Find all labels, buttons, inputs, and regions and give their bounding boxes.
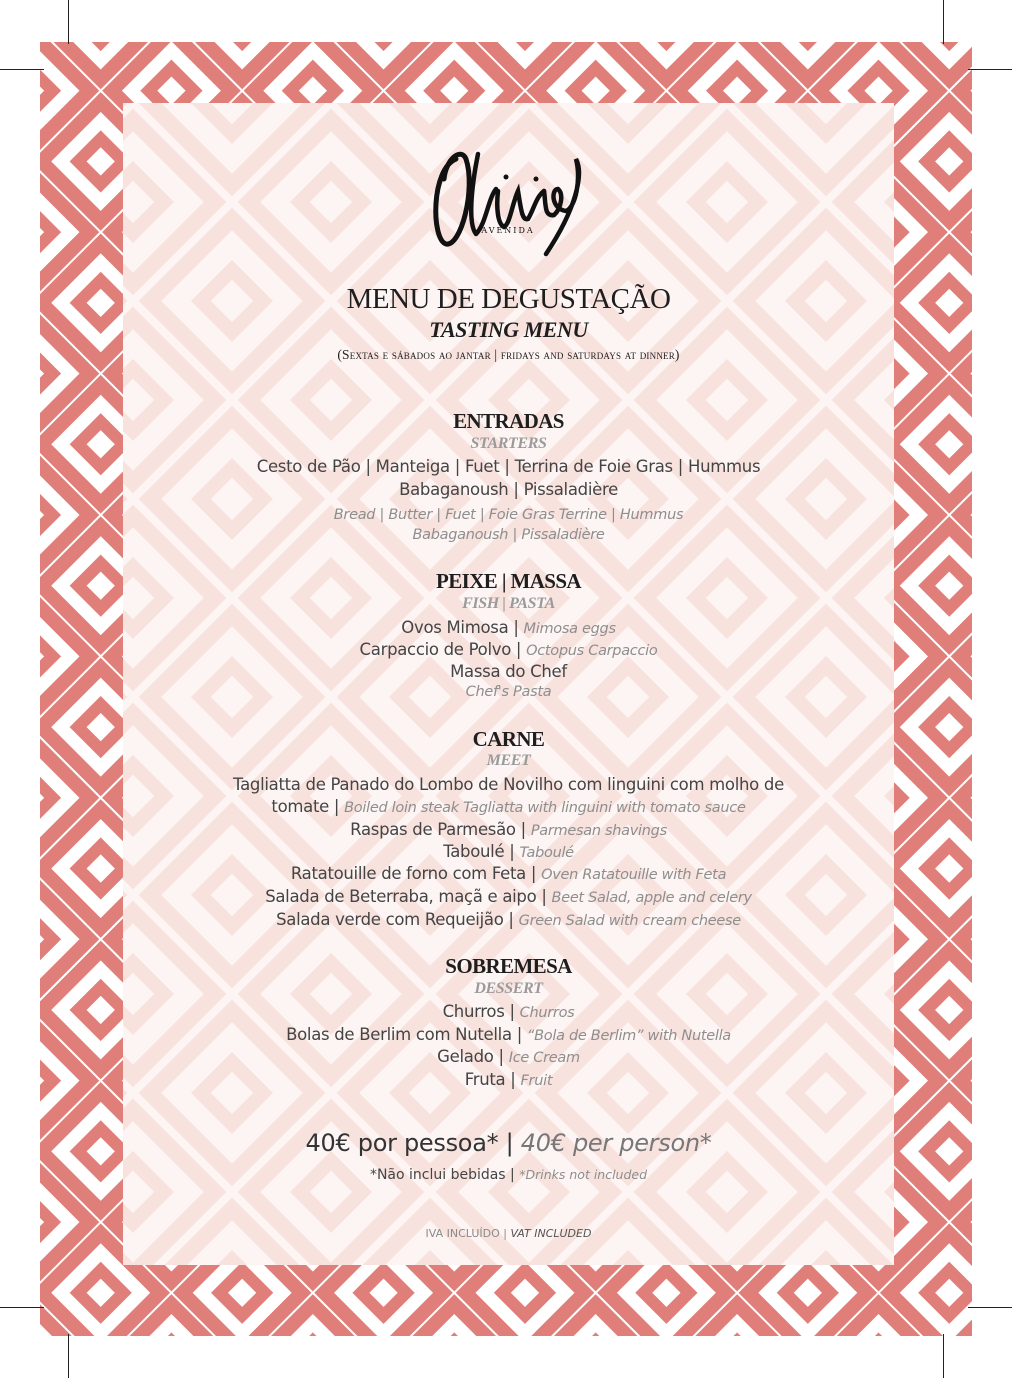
section-subheading-dessert: DESSERT xyxy=(474,980,543,997)
crop-mark xyxy=(68,0,69,44)
crop-mark xyxy=(68,1334,69,1378)
menu-panel xyxy=(123,103,894,1265)
crop-mark xyxy=(943,1334,944,1378)
menu-item: Raspas de Parmesão | Parmesan shavings xyxy=(350,820,667,839)
menu-item: Fruta | Fruit xyxy=(464,1070,553,1089)
section-heading-dessert: SOBREMESA xyxy=(445,954,572,978)
menu-item: Salada de Beterraba, maçã e aipo | Beet Salad, apple and celery xyxy=(265,887,752,906)
menu-item: Tagliatta de Panado do Lombo de Novilho com linguini com molho de xyxy=(233,775,784,794)
logo-wordmark: AVENIDA xyxy=(481,226,535,235)
menu-item: tomate | Boiled loin steak Tagliatta with linguini with tomato sauce xyxy=(271,797,746,816)
page-title: MENU DE DEGUSTAÇÃO xyxy=(346,283,671,315)
drinks-note: *Não inclui bebidas | *Drinks not included xyxy=(369,1167,648,1183)
crop-mark xyxy=(943,0,944,44)
menu-item: Bolas de Berlim com Nutella | “Bola de Berlim” with Nutella xyxy=(286,1025,731,1044)
starters-en-line: Bread | Butter | Fuet | Foie Gras Terrine | Hummus xyxy=(333,507,684,523)
menu-item: Churros | Churros xyxy=(442,1002,575,1021)
section-subheading-meat: MEET xyxy=(486,752,531,769)
page-note: (Sextas e sábados ao jantar | fridays and saturdays at dinner) xyxy=(337,347,680,362)
page-subtitle: TASTING MENU xyxy=(429,317,588,342)
section-heading-fish-pasta: PEIXE | MASSA xyxy=(435,569,581,593)
vat-note: IVA INCLUÍDO | VAT INCLUDED xyxy=(425,1227,592,1240)
menu-item: Massa do Chef xyxy=(450,662,567,681)
crop-mark xyxy=(0,69,44,70)
price-line: 40€ por pessoa* | 40€ per person* xyxy=(305,1129,712,1157)
crop-mark xyxy=(968,69,1012,70)
menu-item: Taboulé | Taboulé xyxy=(443,842,574,861)
menu-item: Ratatouille de forno com Feta | Oven Ratatouille with Feta xyxy=(290,864,727,883)
crop-mark xyxy=(968,1307,1012,1308)
menu-item: Salada verde com Requeijão | Green Salad with cream cheese xyxy=(276,910,741,929)
starters-pt-line: Babaganoush | Pissaladière xyxy=(399,480,618,499)
section-heading-meat: CARNE xyxy=(472,727,545,751)
section-subheading-starters: STARTERS xyxy=(470,435,547,452)
olivier-logo xyxy=(426,129,596,259)
section-heading-starters: ENTRADAS xyxy=(453,409,564,433)
starters-pt-line: Cesto de Pão | Manteiga | Fuet | Terrina de Foie Gras | Hummus xyxy=(256,457,761,476)
menu-item: Carpaccio de Polvo | Octopus Carpaccio xyxy=(359,640,658,659)
crop-mark xyxy=(0,1307,44,1308)
menu-item: Ovos Mimosa | Mimosa eggs xyxy=(401,618,616,637)
menu-item-en: Chef's Pasta xyxy=(465,684,552,700)
menu-item: Gelado | Ice Cream xyxy=(437,1047,580,1066)
starters-en-line: Babaganoush | Pissaladière xyxy=(412,527,605,543)
section-subheading-fish-pasta: FISH | PASTA xyxy=(462,595,555,612)
